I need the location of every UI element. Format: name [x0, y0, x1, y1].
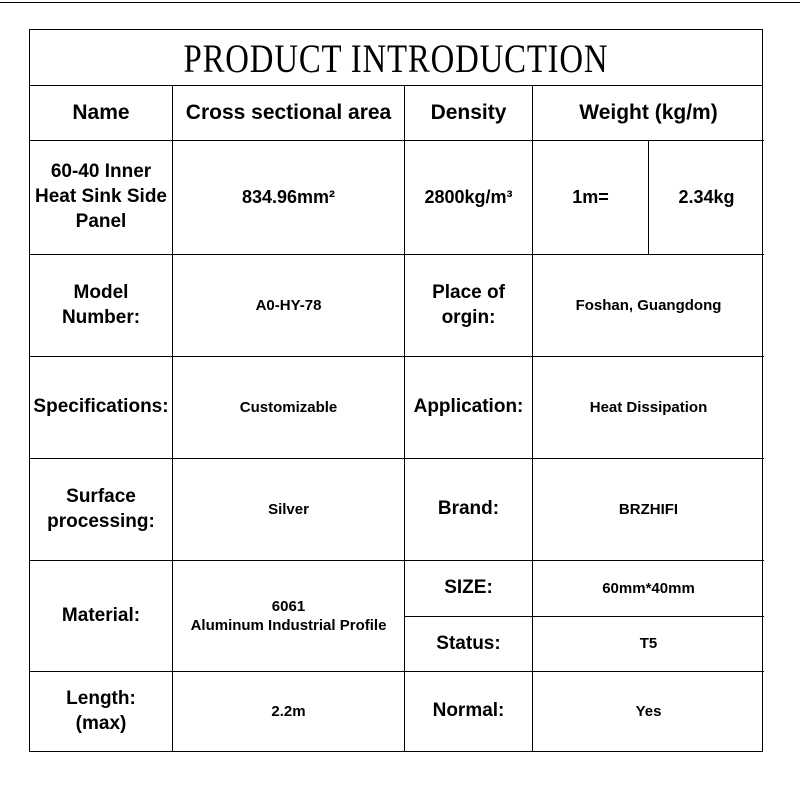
specifications-label: Specifications:	[30, 357, 173, 459]
length-value: 2.2m	[173, 672, 405, 751]
top-divider	[0, 2, 800, 3]
header-cross-section: Cross sectional area	[173, 86, 405, 141]
product-cross-section: 834.96mm²	[173, 141, 405, 255]
place-of-origin-value: Foshan, Guangdong	[533, 255, 764, 357]
product-introduction-table	[29, 29, 763, 752]
size-value: 60mm*40mm	[533, 561, 764, 617]
length-label: Length: (max)	[30, 672, 173, 751]
brand-label: Brand:	[405, 459, 533, 561]
status-value: T5	[533, 617, 764, 672]
brand-value: BRZHIFI	[533, 459, 764, 561]
place-of-origin-label: Place of orgin:	[405, 255, 533, 357]
table-title: PRODUCT INTRODUCTION	[183, 35, 609, 81]
application-value: Heat Dissipation	[533, 357, 764, 459]
model-number-value: A0-HY-78	[173, 255, 405, 357]
normal-label: Normal:	[405, 672, 533, 751]
surface-processing-label: Surface processing:	[30, 459, 173, 561]
header-weight: Weight (kg/m)	[533, 86, 764, 141]
surface-processing-value: Silver	[173, 459, 405, 561]
normal-value: Yes	[635, 702, 662, 720]
material-value: 6061 Aluminum Industrial Profile	[173, 561, 405, 672]
table-title-row	[30, 30, 762, 86]
material-label: Material:	[30, 561, 173, 672]
header-density: Density	[405, 86, 533, 141]
size-label: SIZE:	[405, 561, 533, 617]
product-density: 2800kg/m³	[405, 141, 533, 255]
model-number-label: Model Number:	[30, 255, 173, 357]
application-label: Application:	[405, 357, 533, 459]
product-weight-unit: 1m=	[533, 141, 649, 255]
product-name: 60-40 Inner Heat Sink Side Panel	[30, 141, 173, 255]
status-label: Status:	[405, 617, 533, 672]
product-weight-value: 2.34kg	[649, 141, 764, 255]
header-name: Name	[30, 86, 173, 141]
specifications-value: Customizable	[173, 357, 405, 459]
